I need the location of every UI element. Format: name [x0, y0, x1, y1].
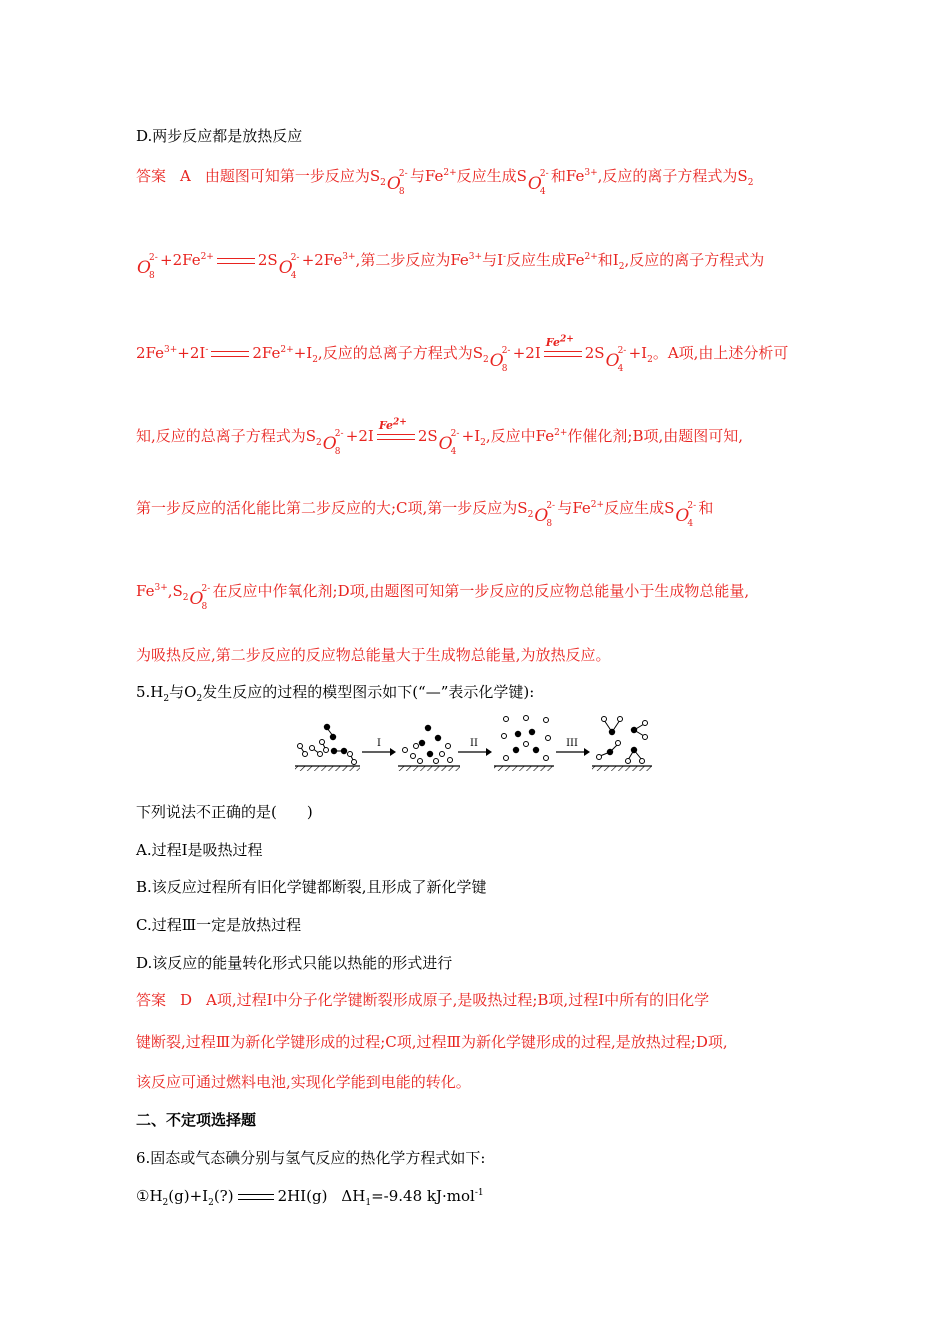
o: O: [438, 434, 453, 454]
text: 与O: [169, 683, 197, 701]
sp: 2-: [617, 346, 627, 356]
sub: 2: [316, 438, 322, 448]
o: O: [278, 258, 293, 278]
sb: 8: [149, 271, 155, 281]
step-1-label: I: [377, 738, 381, 749]
text: +2I: [177, 344, 206, 362]
sp: 2-: [546, 501, 556, 511]
text: ΔH: [341, 1187, 366, 1205]
sub: 2: [196, 694, 203, 704]
text: ,第二步反应为Fe: [355, 251, 469, 269]
sb: 8: [546, 519, 553, 529]
sb: 8: [501, 364, 508, 374]
sulfate-ion: [527, 167, 550, 197]
sup: 3+: [164, 345, 178, 355]
catalyst-label: [546, 333, 574, 353]
text: 与Fe: [557, 499, 591, 517]
sub: 2: [618, 262, 625, 272]
sub: 2: [747, 178, 754, 188]
text: 。A项,由上述分析可: [652, 344, 789, 362]
text: 反应生成Fe: [506, 251, 585, 269]
catalyzed-equals-sign: [544, 334, 582, 357]
text: 2HI(g): [277, 1187, 328, 1205]
sub: 2: [482, 355, 489, 365]
sup: 2+: [584, 252, 598, 262]
sb: 4: [450, 447, 457, 457]
text: +2I: [345, 427, 374, 445]
arrow-step-1: [362, 738, 396, 756]
text: +2Fe: [160, 251, 201, 269]
catalyst-label: [379, 416, 407, 436]
text: 发生反应的过程的模型图示如下(“—”表示化学键):: [202, 683, 535, 701]
reaction-process-diagram: [290, 710, 660, 778]
cat: Fe: [378, 419, 394, 432]
text: +I: [293, 344, 313, 362]
q5-option-b: B.该反应过程所有旧化学键都断裂,且形成了新化学键: [136, 878, 487, 896]
arrow-step-2: [458, 738, 492, 756]
sp: 2-: [450, 429, 460, 439]
sub: 2: [182, 593, 189, 603]
text: 与I: [482, 251, 503, 269]
text: ,S: [167, 582, 183, 600]
answer-value: D: [180, 991, 193, 1009]
sub: 1: [365, 1198, 372, 1208]
sb: 8: [398, 187, 405, 197]
sp: 2-: [687, 501, 697, 511]
q4-answer-line-7: 为吸热反应,第二步反应的反应物总能量大于生成物总能量,为放热反应。: [136, 646, 611, 664]
text: +2Fe: [301, 251, 343, 269]
sp: 2-: [398, 169, 408, 179]
text: Fe: [136, 582, 155, 600]
sulfate-ion: [278, 251, 301, 281]
text: 知,反应的总离子方程式为S: [136, 427, 317, 445]
text: 2S: [257, 251, 278, 269]
step-2-label: II: [470, 738, 478, 749]
q4-answer-line-4: [136, 417, 744, 457]
text: 和I: [597, 251, 619, 269]
text: +I: [461, 427, 481, 445]
text: =-9.48 kJ·mol: [371, 1187, 475, 1205]
persulfate-ion: [322, 427, 345, 457]
answer-value: A: [180, 167, 191, 185]
sp: 2-: [201, 584, 211, 594]
sb: 8: [201, 602, 208, 612]
text: 与Fe: [409, 167, 444, 185]
q4-answer-line-6: [136, 581, 750, 612]
q4-option-d: D.两步反应都是放热反应: [136, 127, 303, 145]
stage-2: [398, 725, 460, 771]
stage-1: [295, 724, 360, 771]
q5-answer-line-3: 该反应可通过燃料电池,实现化学能到电能的转化。: [136, 1073, 471, 1091]
text: 5.H: [136, 683, 164, 701]
text: 在反应中作氧化剂;D项,由题图可知第一步反应的反应物总能量小于生成物总能量,: [212, 582, 750, 600]
sub: 2: [480, 438, 486, 448]
o: O: [534, 506, 549, 526]
step-3-label: III: [566, 738, 578, 749]
o: O: [675, 506, 690, 526]
text: 由题图可知第一步反应为S: [204, 167, 381, 185]
equals-sign: [217, 258, 255, 264]
sub: 2: [208, 1198, 214, 1208]
section-2-title: 二、不定项选择题: [136, 1111, 257, 1129]
sup: 3+: [154, 583, 168, 593]
sup: 2+: [443, 168, 457, 178]
q5-prompt: 下列说法不正确的是( ): [136, 803, 313, 821]
text: 第一步反应的活化能比第二步反应的大;C项,第一步反应为S: [136, 499, 528, 517]
text: 和Fe: [550, 167, 585, 185]
stage-4: [592, 717, 652, 772]
sub: 2: [163, 694, 170, 704]
q5-option-d: D.该反应的能量转化形式只能以热能的形式进行: [136, 954, 453, 972]
q6-stem: 6.固态或气态碘分别与氢气反应的热化学方程式如下:: [136, 1149, 486, 1167]
o: O: [386, 174, 401, 194]
sup: 3+: [584, 168, 598, 178]
sup: 2+: [559, 334, 574, 345]
persulfate-ion: [189, 582, 212, 612]
text: ,反应的离子方程式为S: [597, 167, 748, 185]
sp: 2-: [290, 253, 300, 263]
text: A项,过程Ⅰ中分子化学键断裂形成原子,是吸热过程;B项,过程Ⅰ中所有的旧化学: [206, 991, 710, 1009]
sub: 2: [312, 355, 318, 365]
sp: 2-: [501, 346, 511, 356]
sup: 2+: [590, 500, 605, 510]
sup: 2+: [280, 345, 294, 355]
cat: Fe: [545, 336, 560, 349]
sulfate-ion: [605, 344, 628, 374]
sup: 3+: [342, 252, 356, 262]
sup: -1: [474, 1188, 484, 1198]
sulfate-ion: [675, 499, 697, 529]
catalyzed-equals-sign: [377, 417, 415, 440]
sub: 2: [162, 1198, 169, 1208]
text: 2Fe: [136, 344, 165, 362]
q6-equation-1: [136, 1186, 484, 1206]
o: O: [489, 351, 504, 371]
text: 作催化剂;B项,由题图可知,: [567, 427, 744, 445]
q4-answer-line-1: [136, 166, 754, 197]
sp: 2-: [539, 169, 549, 179]
text: ,反应的离子方程式为: [624, 251, 765, 269]
equilibrium-arrow: [238, 1193, 274, 1201]
text: ,反应的总离子方程式为S: [317, 344, 483, 362]
text: 反应生成S: [456, 167, 527, 185]
answer-label: 答案: [136, 167, 167, 185]
text: (g)+I: [168, 1187, 209, 1205]
q5-answer-line-2: 键断裂,过程Ⅲ为新化学键形成的过程;C项,过程Ⅲ为新化学键形成的过程,是放热过程;D项,: [136, 1033, 728, 1051]
text: ①H: [136, 1187, 163, 1205]
sup: 2+: [200, 252, 214, 262]
q4-answer-line-2: [136, 250, 765, 281]
o: O: [322, 434, 337, 454]
sub: 2: [380, 178, 386, 188]
sp: 2-: [149, 253, 158, 263]
sup: 3+: [468, 252, 483, 262]
o: O: [189, 589, 204, 609]
sup: 2+: [393, 417, 407, 428]
sb: 4: [687, 519, 694, 529]
text: 和: [698, 499, 714, 517]
text: (?): [213, 1187, 234, 1205]
text: 反应生成S: [604, 499, 675, 517]
stage-3: [494, 716, 554, 772]
sub: 2: [647, 355, 653, 365]
sp: 2-: [334, 429, 344, 439]
sup: -: [205, 345, 209, 355]
equals-sign: [211, 351, 249, 357]
arrow-step-3: [556, 738, 590, 756]
sb: 4: [617, 364, 624, 374]
sub: 2: [527, 510, 534, 520]
text: +2I: [512, 344, 541, 362]
persulfate-ion: [137, 251, 159, 281]
text: ,反应中Fe: [485, 427, 555, 445]
o: O: [137, 258, 151, 278]
q5-option-c: C.过程Ⅲ一定是放热过程: [136, 916, 302, 934]
sb: 4: [290, 271, 297, 281]
q5-stem: [136, 682, 534, 702]
text: +I: [628, 344, 648, 362]
sulfate-ion: [438, 427, 461, 457]
text: 2Fe: [252, 344, 281, 362]
sup: 2+: [554, 428, 568, 438]
q5-answer-line-1: [136, 990, 709, 1010]
o: O: [605, 351, 620, 371]
q4-answer-line-5: [136, 498, 714, 529]
text: 2S: [584, 344, 605, 362]
text: 2S: [417, 427, 438, 445]
o: O: [527, 174, 542, 194]
answer-label: 答案: [136, 991, 167, 1009]
persulfate-ion: [489, 344, 512, 374]
q4-answer-line-3: [136, 334, 789, 374]
persulfate-ion: [386, 167, 409, 197]
persulfate-ion: [534, 499, 556, 529]
sb: 8: [334, 447, 341, 457]
sb: 4: [539, 187, 546, 197]
sup: -: [503, 252, 507, 262]
q5-option-a: A.过程Ⅰ是吸热过程: [136, 841, 263, 859]
